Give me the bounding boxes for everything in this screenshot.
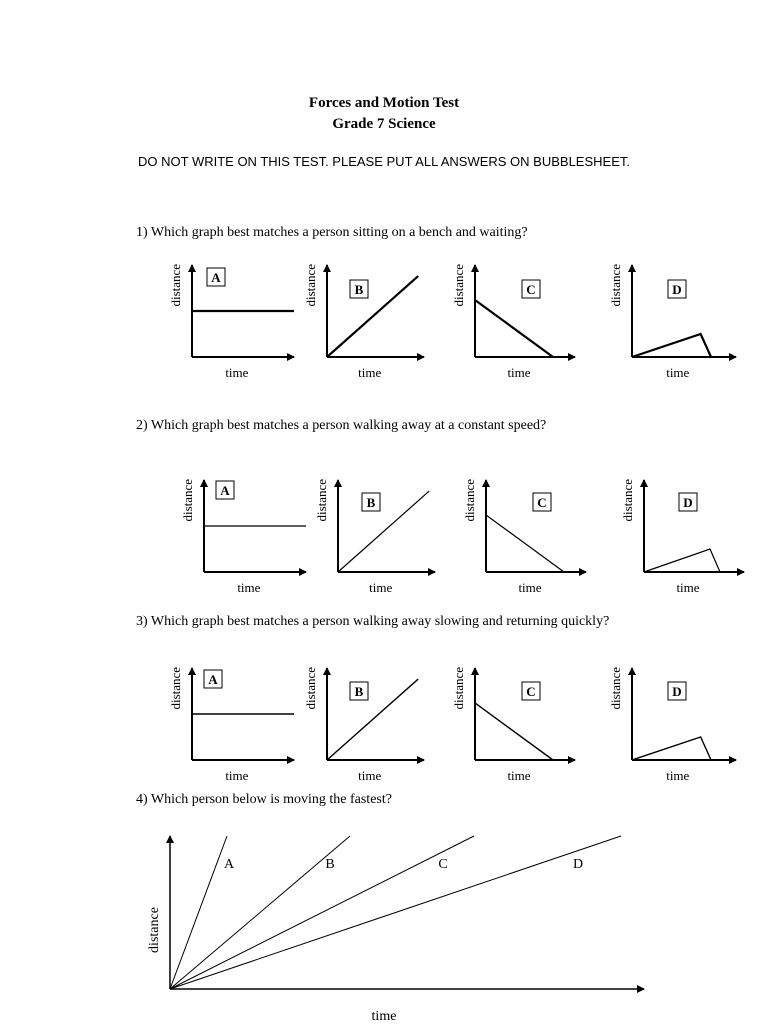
- y-axis-label: distance: [303, 666, 318, 710]
- graph-line: [327, 679, 418, 760]
- graph-line: [327, 276, 418, 357]
- question-3: 3) Which graph best matches a person walking away slowing and returning quickly?: [136, 614, 610, 629]
- q3-graph-d: [608, 667, 736, 783]
- y-axis-label: distance: [168, 666, 183, 710]
- x-axis-label: time: [676, 580, 700, 595]
- q2-graph-c: [462, 479, 586, 595]
- line-a: [170, 836, 227, 989]
- q1-graph-d: [608, 264, 736, 380]
- q2-graph-b: [314, 479, 435, 595]
- option-letter: D: [683, 495, 693, 510]
- y-axis-label: distance: [168, 263, 183, 307]
- x-axis-label: time: [518, 580, 542, 595]
- x-axis-label: time: [371, 1009, 397, 1024]
- option-letter: B: [366, 495, 376, 510]
- line-label-c: C: [438, 857, 448, 872]
- q3-graph-c: [451, 667, 575, 783]
- x-axis-label: time: [666, 768, 690, 783]
- graph-line: [475, 300, 553, 357]
- q3-graph-a: [168, 667, 294, 783]
- option-letter: C: [526, 282, 536, 297]
- graph-line: [475, 703, 553, 760]
- line-d: [170, 836, 621, 989]
- y-axis-label: distance: [180, 478, 195, 522]
- q4-graph: [147, 836, 644, 1024]
- y-axis-label: distance: [451, 263, 466, 307]
- option-letter: B: [354, 684, 364, 699]
- q1-graph-b: [303, 264, 424, 380]
- question-1: 1) Which graph best matches a person sitting on a bench and waiting?: [136, 225, 528, 240]
- option-letter: C: [537, 495, 547, 510]
- x-axis-label: time: [507, 768, 531, 783]
- q2-graph-a: [180, 479, 306, 595]
- graph-line: [338, 491, 429, 572]
- q1-graph-c: [451, 264, 575, 380]
- y-axis-label: distance: [462, 478, 477, 522]
- y-axis-label: distance: [147, 907, 162, 953]
- test-subtitle: Grade 7 Science: [332, 116, 436, 132]
- graph-line: [486, 515, 564, 572]
- x-axis-label: time: [507, 365, 531, 380]
- question-2: 2) Which graph best matches a person walking away at a constant speed?: [136, 418, 547, 433]
- test-title: Forces and Motion Test: [308, 95, 460, 111]
- line-label-d: D: [572, 857, 584, 872]
- line-label-b: B: [325, 857, 335, 872]
- line-label-a: A: [223, 857, 235, 872]
- x-axis-label: time: [237, 580, 261, 595]
- graph-line: [632, 334, 711, 357]
- x-axis-label: time: [225, 768, 249, 783]
- line-c: [170, 836, 474, 989]
- option-letter: D: [672, 282, 682, 297]
- q2-graph-d: [620, 479, 744, 595]
- x-axis-label: time: [358, 365, 382, 380]
- option-letter: C: [526, 684, 536, 699]
- option-letter: A: [208, 672, 218, 687]
- y-axis-label: distance: [620, 478, 635, 522]
- x-axis-label: time: [358, 768, 382, 783]
- question-4: 4) Which person below is moving the fastest?: [136, 792, 392, 807]
- y-axis-label: distance: [608, 263, 623, 307]
- instructions: DO NOT WRITE ON THIS TEST. PLEASE PUT ALL ANSWERS ON BUBBLESHEET.: [138, 154, 630, 169]
- y-axis-label: distance: [314, 478, 329, 522]
- option-letter: D: [672, 684, 682, 699]
- graph-line: [644, 549, 720, 572]
- option-letter: A: [220, 483, 230, 498]
- y-axis-label: distance: [608, 666, 623, 710]
- y-axis-label: distance: [303, 263, 318, 307]
- x-axis-label: time: [666, 365, 690, 380]
- option-letter: A: [211, 270, 221, 285]
- graph-line: [632, 737, 711, 760]
- y-axis-label: distance: [451, 666, 466, 710]
- q1-graph-a: [168, 264, 294, 380]
- x-axis-label: time: [369, 580, 393, 595]
- q3-graph-b: [303, 667, 424, 783]
- option-letter: B: [354, 282, 364, 297]
- x-axis-label: time: [225, 365, 249, 380]
